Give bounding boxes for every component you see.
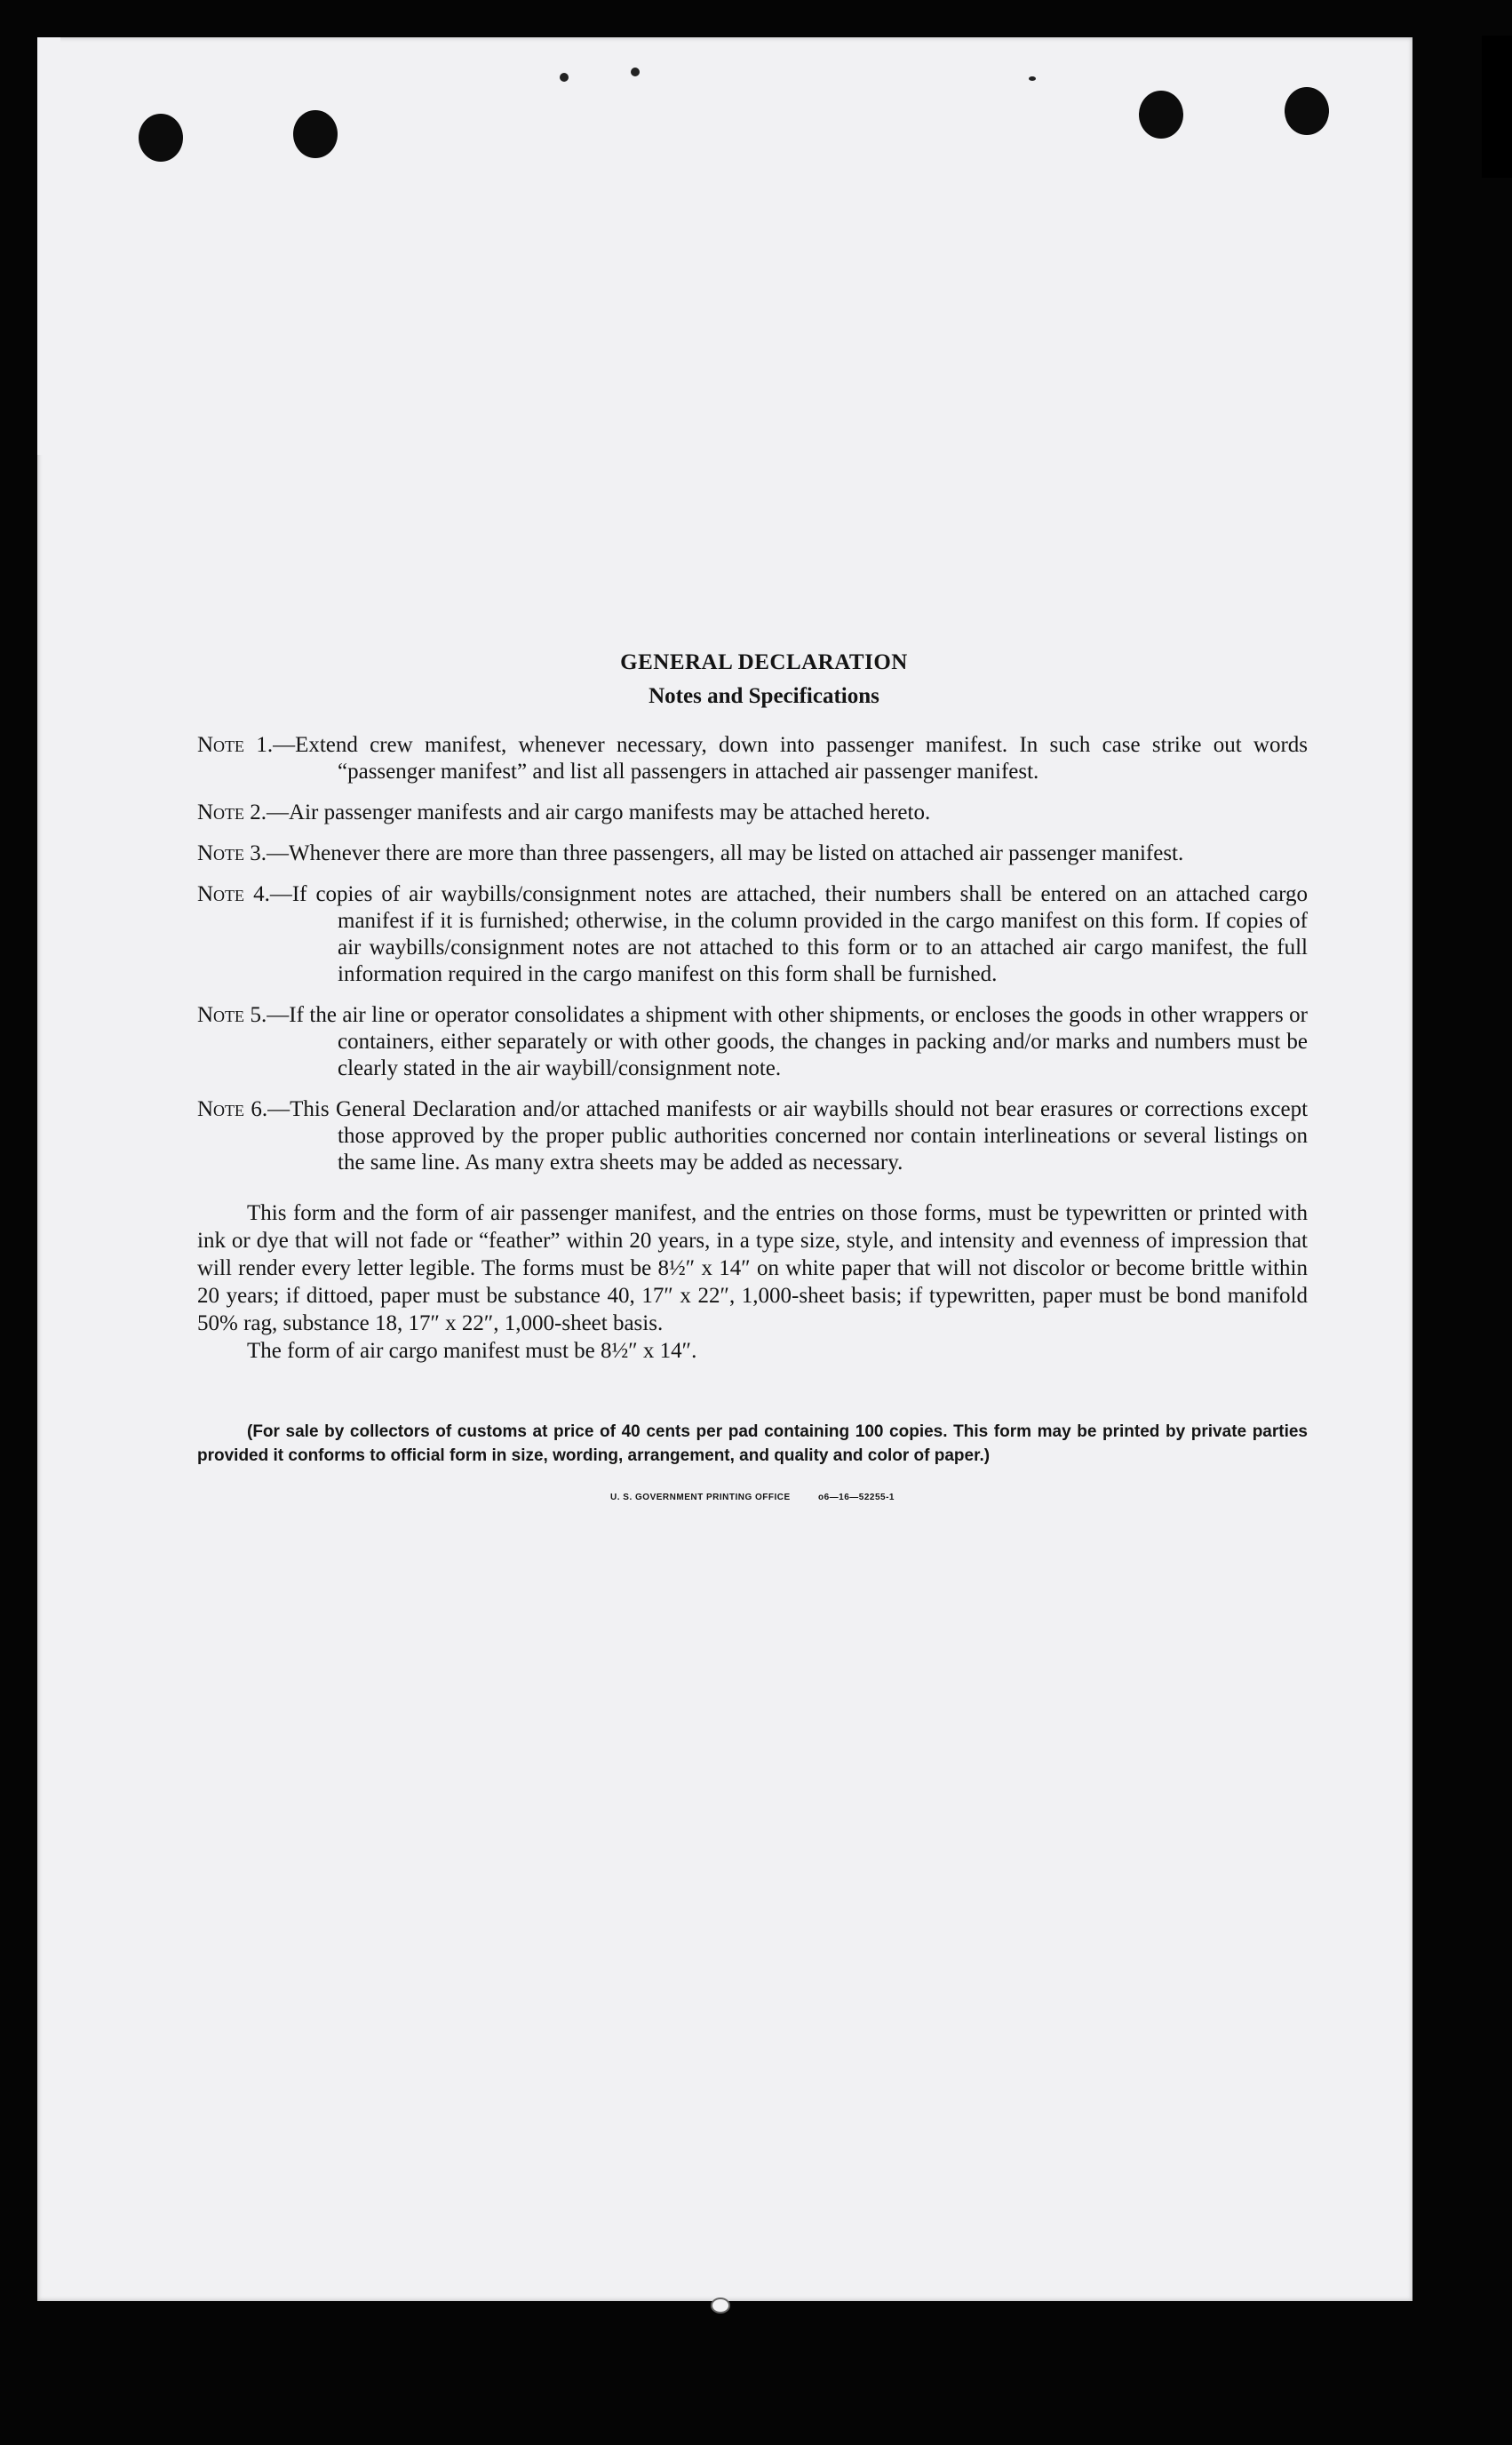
note-text: —This General Declaration and/or attached manifests or air waybills should not bear erasures or corrections except those approved by the proper public authorities concerned nor contain interlineations or several listings on the same line. As many extra sheets may be added as necessary.: [267, 1097, 1309, 1175]
torn-page-edge: [1482, 36, 1512, 178]
page-left-tab: [37, 37, 60, 455]
form-code: o6—16—52255-1: [817, 1493, 895, 1502]
note-text: —If the air line or operator consolidates a shipment with other shipments, or encloses the goods in other wrappers or containers, either separately or with other goods, the changes in packing and/or marks and numbers must be clearly stated in the air waybill/consignment note.: [267, 1003, 1309, 1080]
note-label: Note: [197, 1097, 245, 1121]
bottom-binding-hole: [711, 2298, 730, 2314]
note-number: 5.: [250, 1003, 267, 1027]
declaration-notes: [197, 650, 1308, 1502]
note-5: [197, 1002, 1308, 1082]
note-text: —Air passenger manifests and air cargo manifests may be attached hereto.: [267, 800, 931, 824]
cargo-manifest-size: The form of air cargo manifest must be 8½″ x 14″.: [247, 1339, 697, 1363]
note-3: [197, 840, 1308, 867]
note-2: [197, 800, 1308, 826]
speck: [1029, 76, 1036, 81]
punch-hole-right-1: [1139, 91, 1183, 139]
note-number: 3.: [250, 841, 267, 865]
note-text: —Whenever there are more than three passengers, all may be listed on attached air passenger manifest.: [267, 841, 1184, 865]
punch-hole-left-2: [293, 110, 338, 158]
note-text: —If copies of air waybills/consignment notes are attached, their numbers shall be entered on an attached cargo manifest if it is furnished; otherwise, in the column provided in the cargo manifest on this form. If copies of air waybills/consignment notes are not attached to this form or to an attached air cargo manifest, the full information required in the cargo manifest on this form shall be furnished.: [269, 882, 1309, 986]
note-number: 6.: [251, 1097, 268, 1121]
note-number: 1.: [256, 733, 274, 757]
note-label: Note: [197, 800, 245, 824]
document-subtitle: Notes and Specifications: [649, 684, 879, 708]
note-4: [197, 881, 1308, 988]
note-label: Note: [197, 841, 245, 865]
note-number: 2.: [250, 800, 267, 824]
speck: [631, 68, 640, 76]
sale-notice: (For sale by collectors of customs at price of 40 cents per pad containing 100 copies. This form may be printed by private parties provided it conforms to official form in size, wording, arrangement, and quality and color of paper.): [197, 1422, 1308, 1465]
punch-hole-right-2: [1285, 87, 1329, 135]
note-text: —Extend crew manifest, whenever necessary, down into passenger manifest. In such case strike out words “passenger manifest” and list all passengers in attached air passenger manifest.: [273, 733, 1309, 784]
note-6: [197, 1096, 1308, 1176]
note-label: Note: [197, 733, 245, 757]
printer-imprint: [197, 1493, 1308, 1502]
specifications-paragraph: This form and the form of air passenger manifest, and the entries on those forms, must be typewritten or printed with ink or dye that will not fade or “feather” within 20 years, in a type size, style, and intensity and evenness of impression that will render every letter legible. The forms must be 8½″ x 14″ on white paper that will not discolor or become brittle within 20 years; if dittoed, paper must be substance 40, 17″ x 22″, 1,000-sheet basis; if typewritten, paper must be bond manifold 50% rag, substance 18, 17″ x 22″, 1,000-sheet basis.: [197, 1201, 1308, 1335]
note-label: Note: [197, 882, 245, 906]
note-label: Note: [197, 1003, 245, 1027]
printing-office: U. S. GOVERNMENT PRINTING OFFICE: [610, 1493, 791, 1502]
note-number: 4.: [253, 882, 270, 906]
note-1: [197, 732, 1308, 785]
document-title: GENERAL DECLARATION: [620, 650, 908, 674]
punch-hole-left-1: [139, 114, 183, 162]
speck: [560, 73, 569, 82]
